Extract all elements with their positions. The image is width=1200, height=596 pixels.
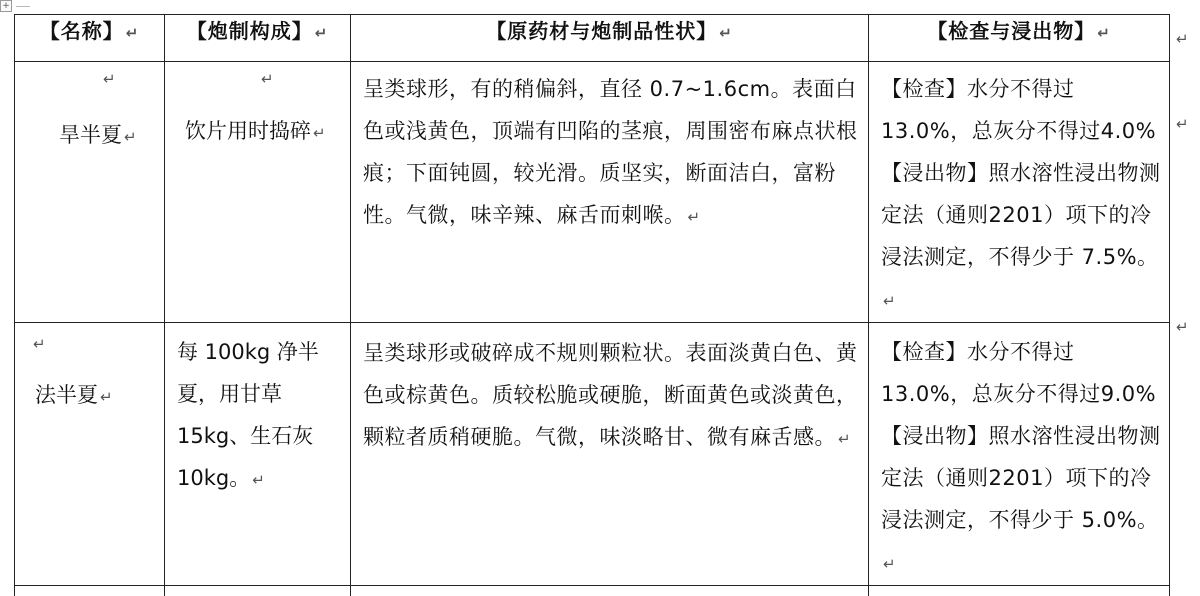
name-cell	[15, 62, 165, 323]
description-text: 呈类球形，有的稍偏斜，直径 0.7~1.6cm。表面白色或浅黄色，顶端有凹陷的茎痕，周围密布麻点状根痕；下面钝圆，较光滑。质坚实，断面洁白，富粉性。气微，味辛辣、麻舌而刺喉。 ↵	[351, 62, 868, 238]
check-text: 【检查】水分不得过13.0%，总灰分不得过9.0%【浸出物】照水溶性浸出物测定法（通则2201）项下的冷浸法测定，不得少于 5.0%。↵	[869, 323, 1169, 585]
header-description: 【原药材与炮制品性状】 ↵	[351, 15, 869, 62]
paragraph-mark: ↵	[103, 70, 116, 88]
paragraph-mark: ↵	[261, 70, 274, 88]
herb-name: 法半夏 ↵	[35, 379, 113, 409]
header-processing: 【炮制构成】 ↵	[165, 15, 351, 62]
processing-cell	[165, 323, 351, 586]
row-end-mark: ↵	[1176, 115, 1189, 133]
table-move-handle[interactable]: +	[0, 0, 12, 12]
herb-table	[14, 14, 1170, 596]
table-row-partial	[15, 586, 1170, 596]
description-cell	[351, 62, 869, 323]
row-end-mark: ↵	[1176, 318, 1189, 336]
processing-cell	[165, 62, 351, 323]
header-row	[15, 15, 1170, 62]
check-text: 【检查】水分不得过13.0%，总灰分不得过4.0%【浸出物】照水溶性浸出物测定法（通则2201）项下的冷浸法测定，不得少于 7.5%。↵	[869, 62, 1169, 322]
herb-name: 旱半夏 ↵	[59, 119, 137, 149]
header-name: 【名称】 ↵	[15, 15, 165, 62]
check-cell	[869, 62, 1170, 323]
description-cell	[351, 323, 869, 586]
name-cell	[15, 323, 165, 586]
processing-text: 每 100kg 净半夏，用甘草15kg、生石灰10kg。 ↵	[165, 323, 350, 501]
check-cell	[869, 323, 1170, 586]
table-row	[15, 62, 1170, 323]
paragraph-mark: ↵	[33, 335, 46, 353]
empty-cell	[165, 586, 351, 596]
processing-text: 饮片用时捣碎 ↵	[165, 62, 350, 154]
page-corner-mark	[16, 0, 30, 7]
empty-cell	[15, 586, 165, 596]
empty-cell	[869, 586, 1170, 596]
description-text: 呈类球形或破碎成不规则颗粒状。表面淡黄白色、黄色或棕黄色。质较松脆或硬脆，断面黄色或淡黄色，颗粒者质稍硬脆。气微，味淡略甘、微有麻舌感。 ↵	[351, 323, 868, 460]
row-end-mark: ↵	[1176, 30, 1189, 48]
table-row	[15, 323, 1170, 586]
header-check: 【检查与浸出物】 ↵	[869, 15, 1170, 62]
empty-cell	[351, 586, 869, 596]
